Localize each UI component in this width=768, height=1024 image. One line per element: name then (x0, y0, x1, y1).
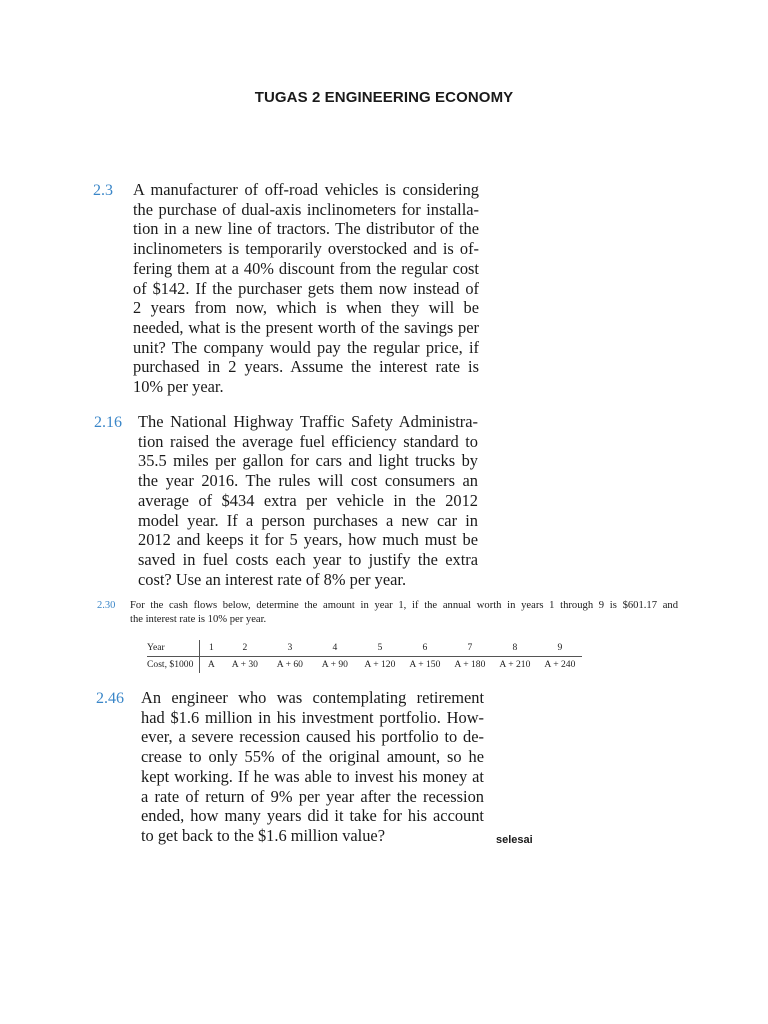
cost-cell: A + 180 (454, 659, 486, 670)
cost-cell: A + 120 (364, 659, 396, 670)
text-line: of $142. If the purchaser gets them now instead of (133, 278, 479, 298)
text-line: to get back to the $1.6 million value? (141, 825, 385, 845)
text-line: the purchase of dual-axis inclinometers for installa- (133, 199, 479, 219)
text-line: purchased in 2 years. Assume the interest rate is (133, 357, 479, 377)
text-line: 2012 and keeps it for 5 years, how much must be (138, 530, 478, 550)
text-line: kept working. If he was able to invest his money at (141, 766, 484, 786)
problem-number: 2.30 (97, 600, 116, 611)
problem-text (141, 688, 484, 846)
text-line: crease to only 55% of the original amount, so he (141, 747, 484, 767)
text-line: 2 years from now, which is when they will be (133, 298, 479, 318)
year-cell: 2 (222, 640, 267, 657)
table-row-year (147, 640, 582, 657)
problem-text (130, 599, 678, 626)
cost-cell: A + 30 (231, 659, 258, 670)
year-cell: 9 (537, 640, 582, 657)
problem-number: 2.46 (96, 690, 124, 707)
text-line: needed, what is the present worth of the savings per (133, 317, 479, 337)
problem-number: 2.16 (94, 414, 122, 431)
problem-text (133, 180, 479, 397)
text-line: cost? Use an interest rate of 8% per year. (138, 569, 407, 589)
text-line: ended, how many years did it take for his account (141, 806, 484, 826)
cost-cell: A + 150 (409, 659, 441, 670)
text-line: inclinometers is temporarily overstocked and is of- (133, 239, 479, 259)
year-cell: 4 (312, 640, 357, 657)
cost-cell: A + 210 (499, 659, 531, 670)
text-line: An engineer who was contemplating retirement (141, 688, 484, 707)
text-line: had $1.6 million in his investment portfolio. How- (141, 707, 484, 727)
problem-number: 2.3 (93, 182, 113, 199)
text-line: model year. If a person purchases a new car in (138, 510, 478, 530)
table-row-cost (147, 657, 582, 674)
text-line: saved in fuel costs each year to justify the extra (138, 549, 478, 569)
text-line: a rate of return of 9% per year after the recession (141, 786, 484, 806)
text-line: the interest rate is 10% per year. (130, 613, 267, 625)
text-line: 10% per year. (133, 377, 224, 397)
problem-text (138, 412, 478, 589)
cost-cell: A + 60 (276, 659, 303, 670)
text-line: tion in a new line of tractors. The distributor of the (133, 219, 479, 239)
cost-cell: A + 240 (544, 659, 576, 670)
year-cell: 8 (492, 640, 537, 657)
text-line: The National Highway Traffic Safety Administra- (138, 412, 478, 431)
text-line: the year 2016. The rules will cost consumers an (138, 471, 478, 491)
cost-cell: A (207, 659, 215, 670)
text-line: fering them at a 40% discount from the regular cost (133, 258, 479, 278)
year-cell: 6 (402, 640, 447, 657)
text-line: For the cash flows below, determine the amount in year 1, if the annual worth in years 1 through 9 is $601.17 and (130, 600, 678, 611)
text-line: ever, a severe recession caused his portfolio to de- (141, 727, 484, 747)
year-cell: 3 (267, 640, 312, 657)
page-title: TUGAS 2 ENGINEERING ECONOMY (254, 89, 514, 106)
year-cell: 5 (357, 640, 402, 657)
cost-row-label: Cost, $1000 (147, 657, 200, 674)
text-line: unit? The company would pay the regular price, if (133, 337, 479, 357)
cost-cell: A + 90 (321, 659, 348, 670)
year-cell: 7 (447, 640, 492, 657)
text-line: tion raised the average fuel efficiency standard to (138, 431, 478, 451)
year-row-label: Year (147, 640, 200, 657)
cash-flow-table (147, 640, 582, 673)
completion-note: selesai (496, 834, 533, 846)
text-line: 35.5 miles per gallon for cars and light trucks by (138, 451, 478, 471)
text-line: A manufacturer of off-road vehicles is considering (133, 180, 479, 199)
text-line: average of $434 extra per vehicle in the 2012 (138, 490, 478, 510)
year-cell: 1 (200, 640, 223, 657)
